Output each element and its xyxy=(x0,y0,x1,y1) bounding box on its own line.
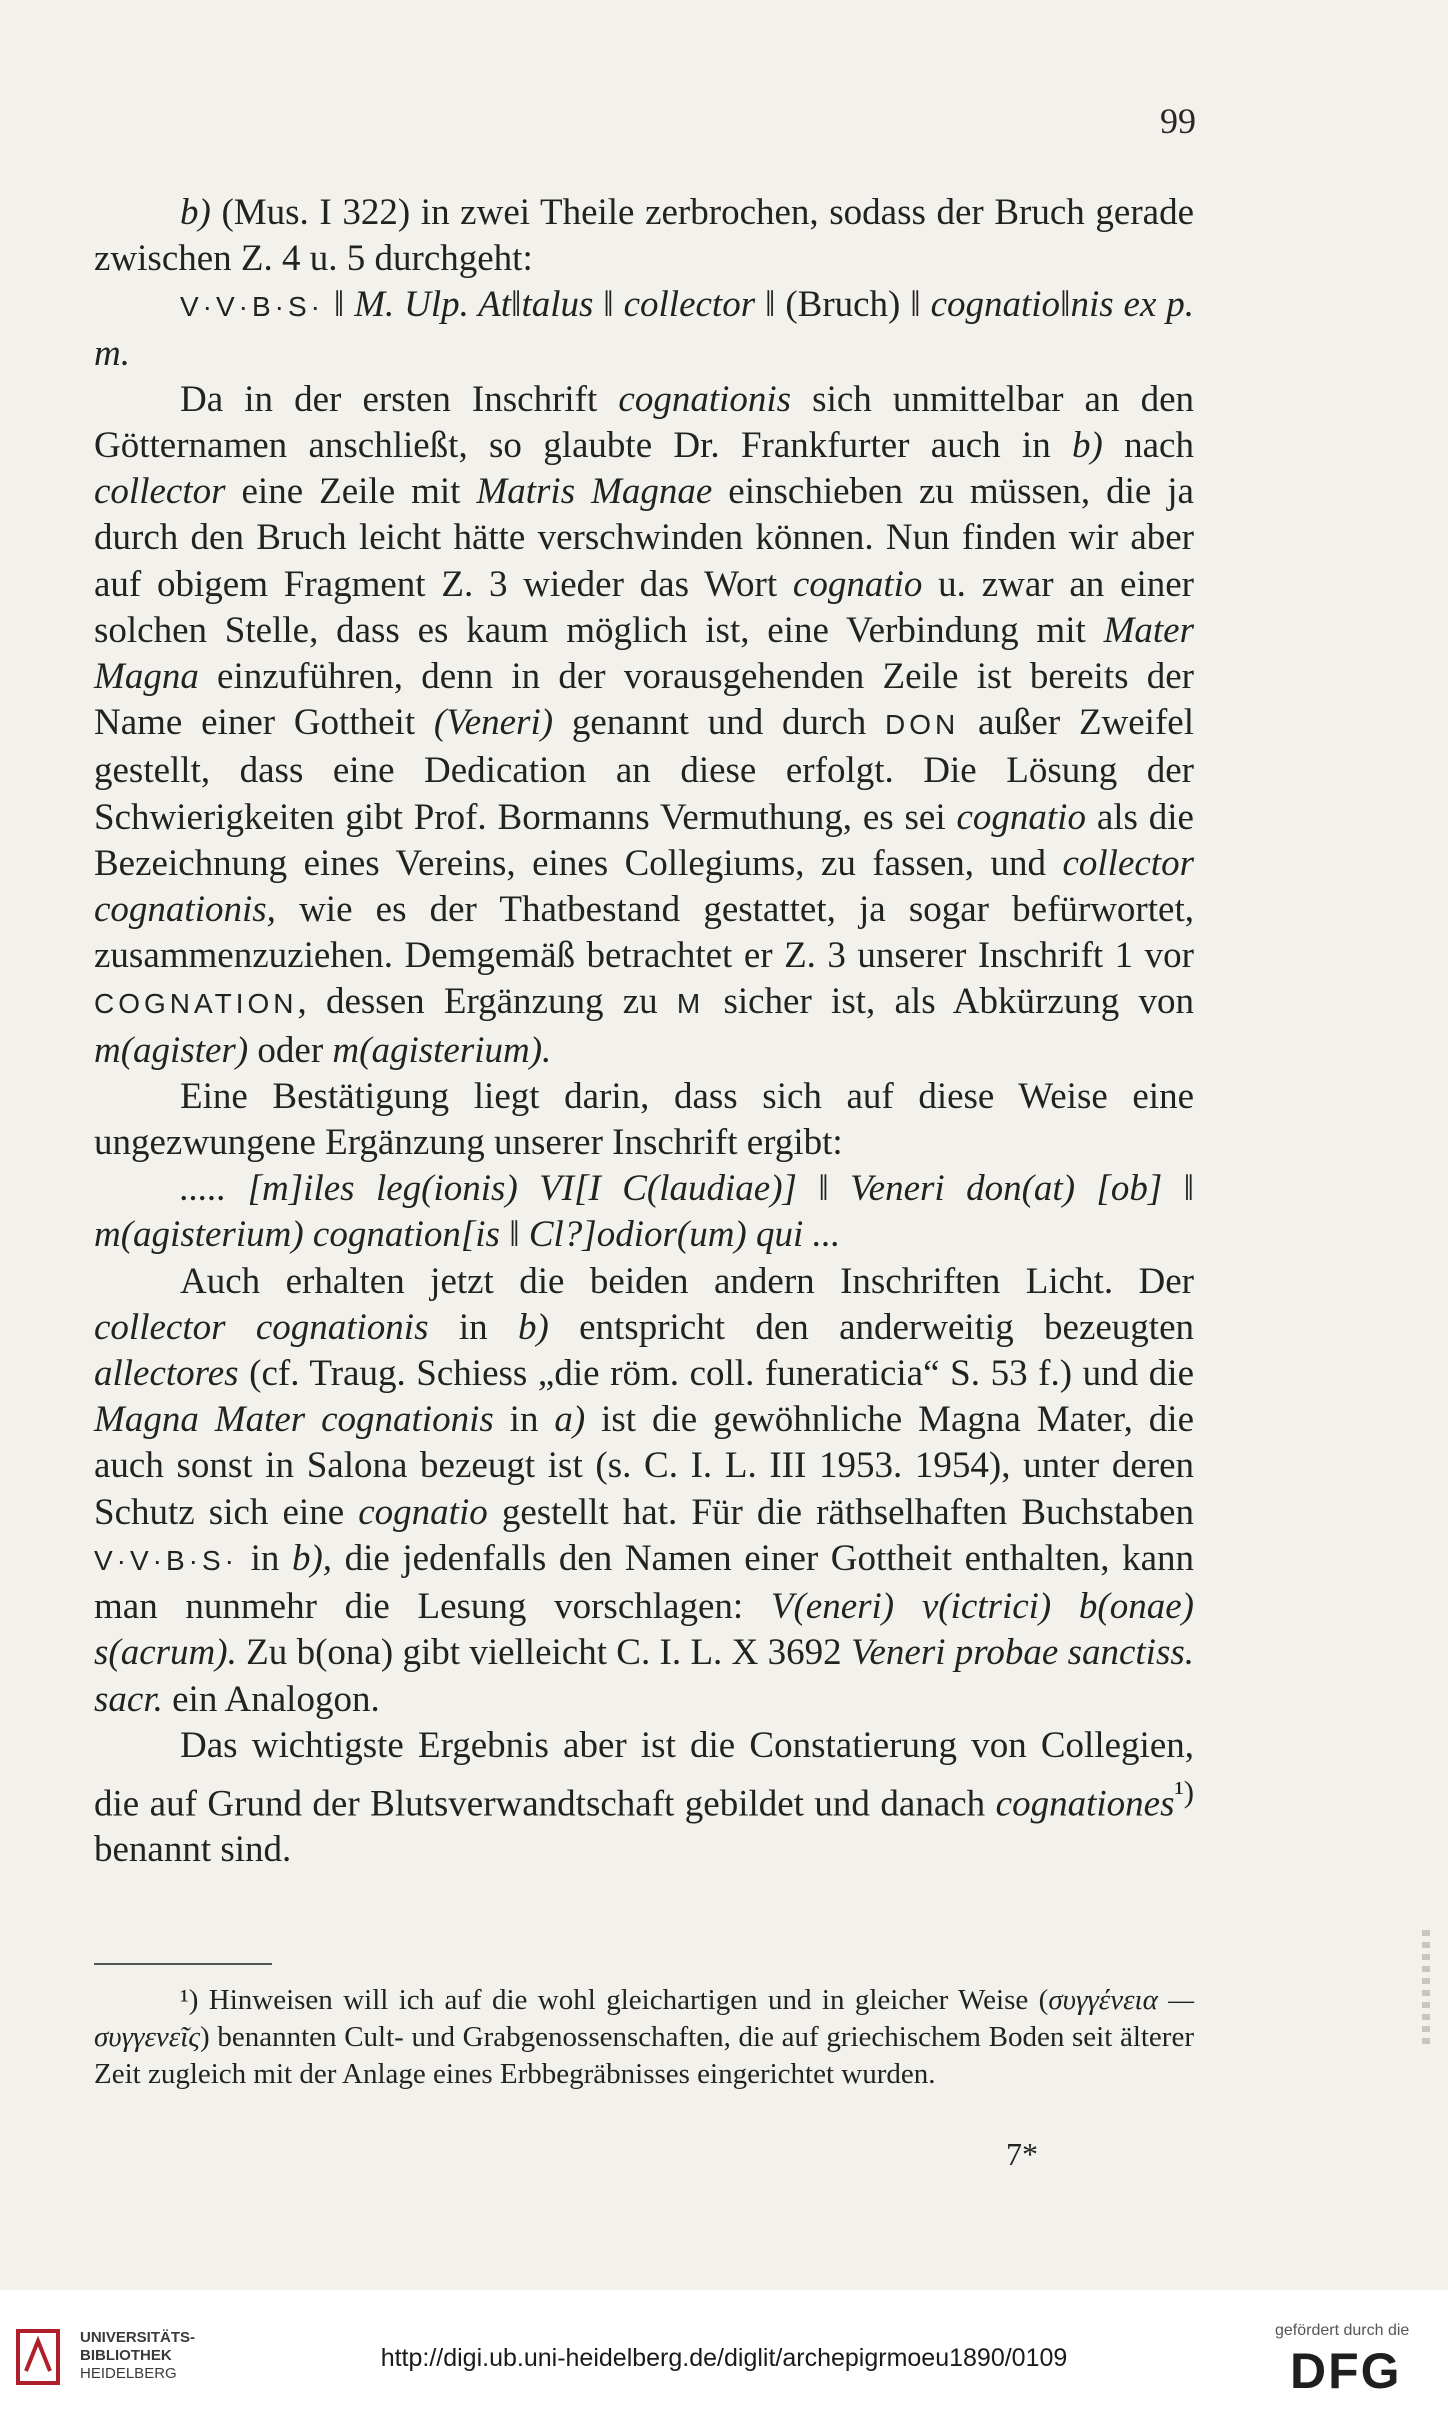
paragraph-segment: sich unmittelbar an den Götternamen anschließt, so glaubte Dr. Frankfurter auch in xyxy=(94,378,1194,467)
paragraph xyxy=(94,1259,1194,1723)
paragraph-segment: ‖ xyxy=(324,284,355,326)
page-number: 99 xyxy=(1160,101,1196,141)
signature-mark: 7* xyxy=(1006,2136,1038,2172)
paragraph-segment: collector xyxy=(623,284,756,326)
paragraph-segment: (Veneri) xyxy=(433,702,554,744)
paragraph-segment: nach xyxy=(1102,425,1194,467)
paragraph-segment: ..... [m]iles leg(ionis) VI[I C(laudiae)] xyxy=(180,1168,797,1210)
dfg-logo: DFG xyxy=(1290,2343,1402,2399)
paragraph-segment: ‖ (Bruch) ‖ xyxy=(755,284,931,326)
paragraph-segment: Da in der ersten Inschrift xyxy=(180,378,619,420)
paragraph-segment: M xyxy=(676,988,705,1020)
paragraph-segment: ein Analogon. xyxy=(162,1678,380,1720)
paragraph-segment: einzuführen, denn in der vorausgehenden Zeile ist bereits der Name einer Gottheit xyxy=(94,656,1194,744)
paragraph-segment: , dessen Ergänzung zu xyxy=(297,981,677,1023)
paragraph-segment: V(eneri) v(ictrici) b(onae) s(acrum). xyxy=(94,1586,1194,1674)
paragraph-segment: ¹) xyxy=(1174,1774,1194,1809)
paragraph-segment: M. Ulp. At xyxy=(354,284,512,326)
paragraph-segment: cognatio xyxy=(792,563,923,605)
paragraph-segment: Matris Magnae xyxy=(476,471,713,513)
margin-scan-mark xyxy=(1422,1930,1430,2050)
paragraph-segment: wie es der Thatbestand gestattet, ja sogar befürwortet, zusammenzuziehen. Demgemäß betrachtet er Z. 3 unserer Inschrift xyxy=(94,889,1194,977)
paragraph-segment: ist die gewöhnliche Magna Mater, die auch sonst in Salona bezeugt ist (s. C. I. L. III 1953. 1954), unter deren Schutz sich eine xyxy=(94,1399,1194,1533)
paragraph xyxy=(94,1166,1194,1258)
paragraph xyxy=(94,190,1194,282)
paragraph-segment: cognationis xyxy=(618,378,792,420)
paragraph-segment: b) xyxy=(517,1306,549,1348)
paragraph-segment: (Mus. I 322) in zwei Theile zerbrochen, sodass der Bruch gerade zwischen Z. 4 u. 5 durchgeht: xyxy=(94,192,1194,280)
paragraph-segment: collector cognationis xyxy=(94,1306,429,1348)
body-text xyxy=(94,190,1194,1874)
paragraph-segment: außer Zweifel gestellt, dass eine Dedication an diese erfolgt. Die Lösung der Schwierigkeiten gibt Prof. Bormanns Vermuthung, es sei xyxy=(94,702,1194,838)
paragraph-segment: ‖ xyxy=(796,1168,851,1210)
paragraph-segment: vor xyxy=(1133,935,1194,977)
paragraph-segment: V·V·B·S· xyxy=(94,1544,238,1576)
paragraph-segment: cognationes xyxy=(995,1783,1175,1825)
paragraph-segment: talus xyxy=(521,284,594,326)
paragraph-segment: ‖ xyxy=(1060,284,1071,326)
paragraph-segment: V·V·B·S· xyxy=(180,291,324,323)
paragraph-segment: b) xyxy=(180,192,211,233)
paragraph-segment: Magna Mater cognationis xyxy=(94,1399,494,1441)
paragraph-segment: Mater Magna xyxy=(94,609,1194,698)
sponsor-text: gefördert durch die xyxy=(1275,2322,1410,2339)
paragraph-segment: Veneri don(at) [ob] xyxy=(850,1168,1163,1210)
paragraph-segment: gestellt hat. Für die räthselhaften Buchstaben xyxy=(487,1491,1194,1533)
paragraph-segment: b) xyxy=(1072,425,1103,467)
paragraph-segment: nis ex p. m. xyxy=(94,284,1195,374)
paragraph-segment: in xyxy=(493,1399,555,1441)
paragraph-segment: COGNATION xyxy=(94,988,298,1020)
paragraph-segment: allectores xyxy=(94,1353,239,1395)
paragraph-segment: Veneri probae sanctiss. sacr. xyxy=(94,1632,1194,1720)
paragraph-segment: b), xyxy=(291,1537,333,1579)
paragraph-segment: a) xyxy=(554,1399,586,1441)
footnote-segment: ) benannten Cult- und Grabgenossenschaften, die auf griechischem Boden seit älterer Zeit zugleich mit der Anlage eines Erbbegräbnisses eingerichtet wurden. xyxy=(94,2021,1194,2090)
paragraph xyxy=(94,377,1194,1074)
footnote-text xyxy=(94,1982,1194,2093)
viewer-footer xyxy=(0,2290,1448,2411)
paragraph-segment: m(agisterium) cognation[is xyxy=(94,1214,500,1256)
paragraph-segment: DON xyxy=(885,709,960,741)
paragraph-segment: Eine Bestätigung liegt darin, dass sich auf diese Weise eine ungezwungene Ergänzung unserer Inschrift ergibt: xyxy=(94,1075,1194,1164)
library-line-3: HEIDELBERG xyxy=(80,2365,177,2382)
paragraph-segment: m(agisterium). xyxy=(332,1029,552,1071)
paragraph-segment: (cf. Traug. Schiess „die röm. coll. funeraticia“ S. 53 f.) und die xyxy=(238,1353,1194,1395)
paragraph-segment: benannt sind. xyxy=(94,1829,292,1871)
footnote-segment: ¹) Hinweisen will ich auf die wohl gleichartigen und in gleicher Weise ( xyxy=(180,1984,1049,2016)
paragraph-segment: genannt und durch xyxy=(553,702,885,744)
paragraph-segment: sicher ist, als Abkürzung von xyxy=(704,981,1194,1023)
paragraph-segment: ‖ xyxy=(593,284,624,326)
paragraph-segment: eine Zeile mit xyxy=(225,471,477,513)
paragraph-segment: collector xyxy=(94,471,226,513)
paragraph-segment: ‖ xyxy=(511,284,522,326)
paragraph-segment: oder xyxy=(248,1029,333,1071)
paragraph-segment: Auch erhalten jetzt die beiden andern Inschriften Licht. Der xyxy=(180,1260,1194,1302)
library-line-2: BIBLIOTHEK xyxy=(80,2347,172,2364)
paragraph-segment: Cl?]odior(um) qui ... xyxy=(528,1214,841,1256)
paragraph xyxy=(94,1074,1194,1166)
paragraph-segment: collector cognationis, xyxy=(94,842,1194,931)
paragraph-segment: in xyxy=(428,1306,518,1348)
paragraph-segment: ‖ xyxy=(1162,1168,1195,1210)
paragraph-segment: Zu b(ona) gibt vielleicht C. I. L. X 3692 xyxy=(236,1632,851,1674)
paragraph-segment: Das wichtigste Ergebnis aber ist die Constatierung von Collegien, die auf Grund der Blutsverwandtschaft gebildet und danach xyxy=(94,1724,1194,1825)
paragraph-segment: einschieben zu müssen, die ja durch den Bruch leicht hätte verschwinden können. Nun finden wir aber auf obigem Fragment Z. 3 wieder das Wort xyxy=(94,471,1194,605)
paragraph xyxy=(94,1723,1194,1874)
paragraph xyxy=(94,282,1194,376)
paragraph-segment: cognatio xyxy=(930,284,1061,326)
footnote-segment: συγγένεια — συγγενεῖς xyxy=(94,1984,1194,2053)
paragraph-segment: cognatio xyxy=(358,1491,488,1533)
paragraph-segment: cognatio xyxy=(956,796,1086,838)
paragraph-segment: ‖ xyxy=(499,1214,529,1256)
paragraph-segment: 1 xyxy=(1114,935,1134,977)
footnote xyxy=(94,1982,1194,2093)
footnote-separator xyxy=(94,1963,272,1965)
permalink-url[interactable]: http://digi.ub.uni-heidelberg.de/diglit/archepigrmoeu1890/0109 xyxy=(380,2344,1068,2372)
paragraph-segment: m(agister) xyxy=(94,1029,249,1071)
paragraph-segment: entspricht den anderweitig bezeugten xyxy=(548,1306,1195,1348)
paragraph-segment: die jedenfalls den Namen einer Gottheit enthalten, kann man nunmehr die Lesung vorschlagen: xyxy=(94,1537,1194,1628)
library-line-1: UNIVERSITÄTS- xyxy=(80,2329,196,2346)
paragraph-segment: in xyxy=(238,1537,292,1579)
paragraph-segment: u. zwar an einer solchen Stelle, dass es kaum möglich ist, eine Verbindung mit xyxy=(94,563,1194,651)
paragraph-segment: als die Bezeichnung eines Vereins, eines Collegiums, zu fassen, und xyxy=(94,796,1194,884)
